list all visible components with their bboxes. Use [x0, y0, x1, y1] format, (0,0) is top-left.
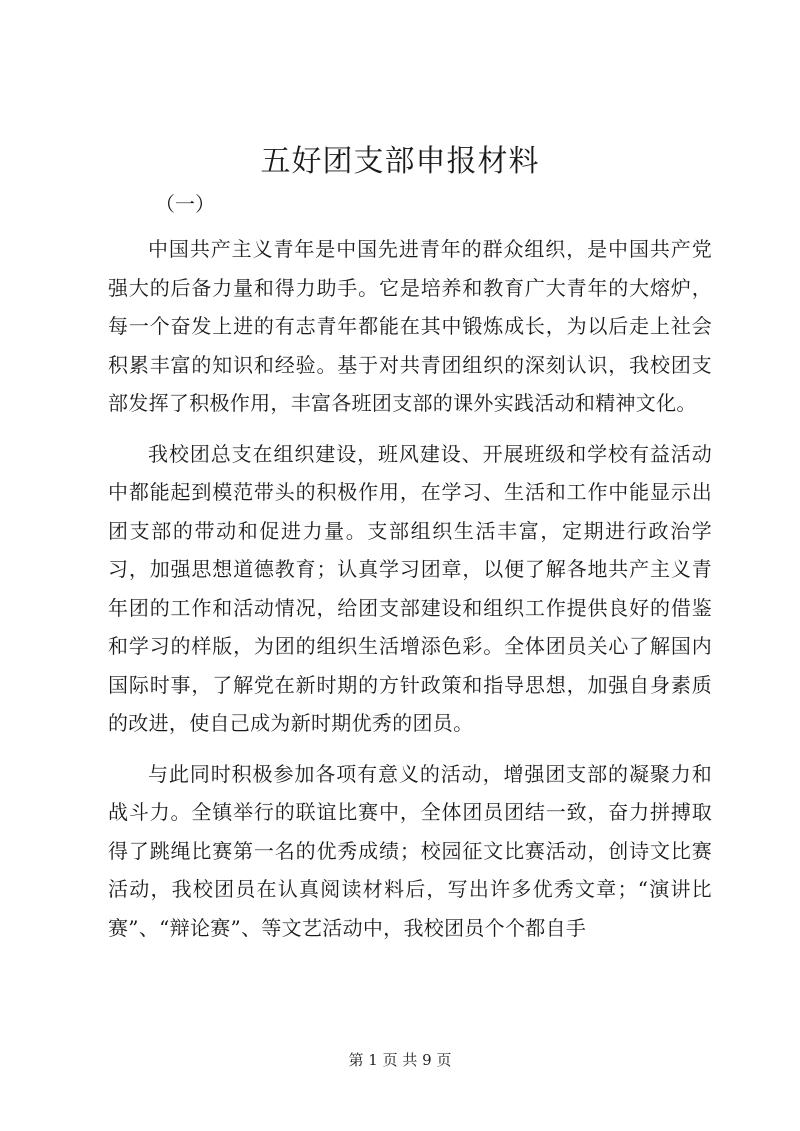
page-number-footer: 第 1 页 共 9 页	[348, 1051, 452, 1069]
paragraph: 我校团总支在组织建设，班风建设、开展班级和学校有益活动中都能起到模范带头的积极作用，在学习、生活和工作中能显示出团支部的带动和促进力量。支部组织生活丰富，定期进行政治学习，加强思想道德教育；认真学习团章，以便了解各地共产主义青年团的工作和活动情况，给团支部建设和组织工作提供良好的借鉴和学习的样版，为团的组织生活增添色彩。全体团员关心了解国内国际时事，了解党在新时期的方针政策和指导思想，加强自身素质的改进，使自己成为新时期优秀的团员。	[108, 441, 712, 735]
section-heading: （一）	[155, 192, 215, 216]
paragraph: 与此同时积极参加各项有意义的活动，增强团支部的凝聚力和战斗力。全镇举行的联谊比赛中，全体团员团结一致，奋力拼搏取得了跳绳比赛第一名的优秀成绩；校园征文比赛活动，创诗文比赛活动，我校团员在认真阅读材料后，写出许多优秀文章；“演讲比赛”、“辩论赛”、等文艺活动中，我校团员个个都自手	[108, 761, 712, 940]
document-body	[108, 230, 712, 959]
document-title: 五好团支部申报材料	[260, 144, 540, 179]
paragraph: 中国共产主义青年是中国先进青年的群众组织，是中国共产党强大的后备力量和得力助手。它是培养和教育广大青年的大熔炉，每一个奋发上进的有志青年都能在其中锻炼成长，为以后走上社会积累丰富的知识和经验。基于对共青团组织的深刻认识，我校团支部发挥了积极作用，丰富各班团支部的课外实践活动和精神文化。	[108, 237, 712, 415]
